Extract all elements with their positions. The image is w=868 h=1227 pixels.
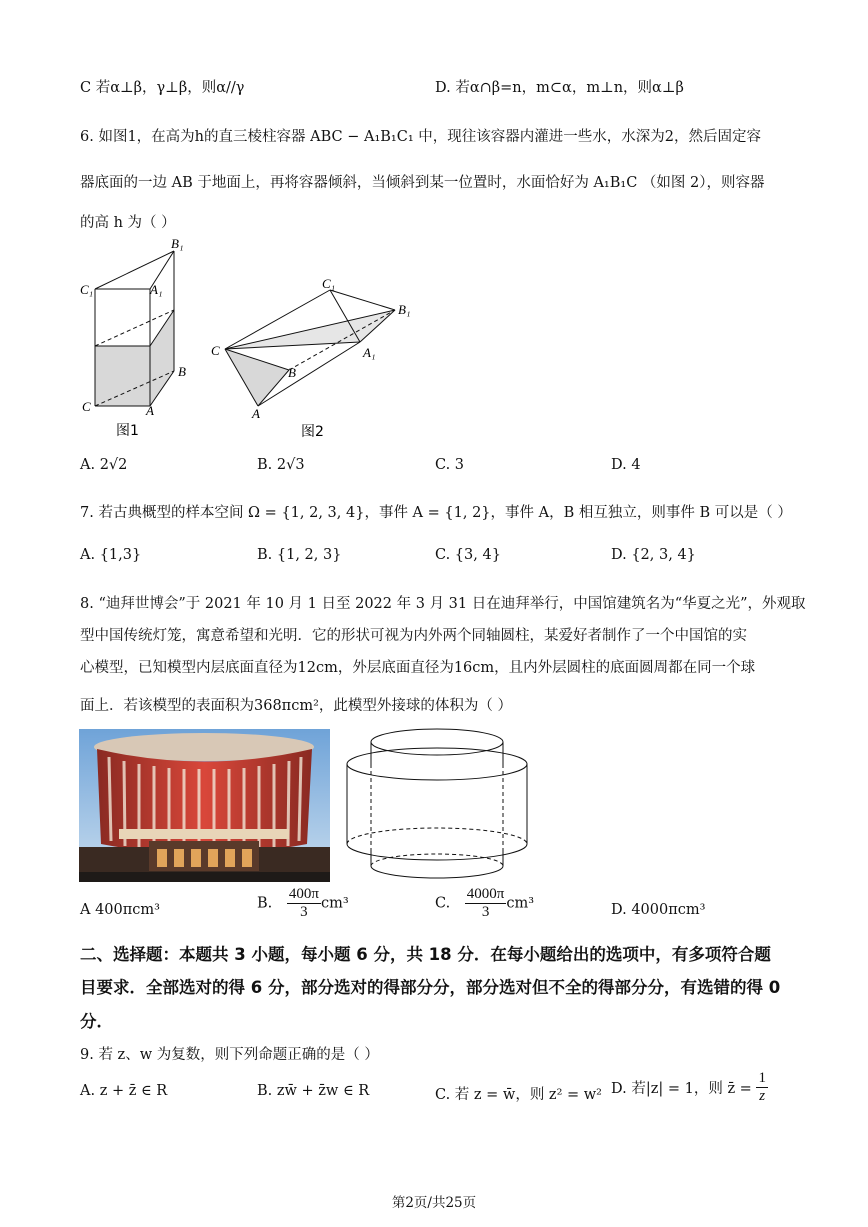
q6-option-d: D. 4 bbox=[611, 457, 641, 473]
q8-option-b-label: B. bbox=[257, 895, 273, 912]
q9-option-d-fraction bbox=[756, 1070, 768, 1105]
china-pavilion-photo bbox=[79, 729, 330, 882]
fig2-label-a1: A₁ bbox=[363, 345, 376, 360]
q9-option-a: A. z + z̄ ∈ R bbox=[80, 1083, 168, 1099]
q6-stem-line1: 6. 如图1，在高为h的直三棱柱容器 ABC − A₁B₁C₁ 中，现往该容器内灌进一些水，水深为2，然后固定容 bbox=[80, 129, 761, 145]
q8-option-d: D. 4000πcm³ bbox=[611, 902, 706, 918]
q8-stem-line4: 面上．若该模型的表面积为368πcm²，此模型外接球的体积为（ ） bbox=[80, 698, 512, 714]
page-footer: 第2页/共25页 bbox=[391, 1195, 477, 1211]
q8-option-a: A 400πcm³ bbox=[80, 902, 160, 918]
q7-option-d: D. {2, 3, 4} bbox=[611, 547, 696, 563]
q8-option-c bbox=[435, 886, 534, 921]
q9-option-d bbox=[611, 1070, 768, 1105]
fig2-label-c1: C₁ bbox=[322, 276, 336, 291]
q6-stem-line2: 器底面的一边 AB 于地面上，再将容器倾斜，当倾斜到某一位置时，水面恰好为 A₁B₁C （如图 2），则容器 bbox=[80, 175, 765, 191]
fig1-label-b: B bbox=[178, 364, 186, 379]
q8-option-b-denominator: 3 bbox=[300, 904, 308, 920]
q8-option-c-numerator: 4000π bbox=[466, 886, 505, 902]
section2-heading-line3: 分． bbox=[80, 1012, 113, 1031]
fig2-label-c: C bbox=[211, 343, 220, 358]
q6-stem-line3: 的高 h 为（ ） bbox=[80, 215, 176, 231]
fig2-label-a: A bbox=[252, 406, 260, 421]
q9-option-c: C. 若 z = w̄，则 z² = w² bbox=[435, 1087, 602, 1103]
q7-option-b: B. {1, 2, 3} bbox=[257, 547, 342, 563]
q8-stem-line3: 心模型，已知模型内层底面直径为12cm，外层底面直径为16cm，且内外层圆柱的底面圆周都在同一个球 bbox=[80, 660, 756, 676]
fig1-label-a: A bbox=[146, 403, 154, 418]
q5-option-d: D. 若α∩β=n，m⊂α，m⊥n，则α⊥β bbox=[435, 80, 684, 96]
q6-option-b: B. 2√3 bbox=[257, 457, 305, 473]
section2-heading-line2: 目要求．全部选对的得 6 分，部分选对的得部分分，部分选对但不全的得部分分，有选错的得 0 bbox=[80, 978, 781, 997]
q9-option-d-label: D. 若|z| = 1，则 z̄ = bbox=[611, 1081, 752, 1097]
q9-option-b: B. zw̄ + z̄w ∈ R bbox=[257, 1083, 370, 1099]
fig2-label-b: B bbox=[288, 365, 296, 380]
q6-option-a: A. 2√2 bbox=[80, 457, 128, 473]
fig1-label-c1: C₁ bbox=[80, 282, 94, 297]
q7-stem: 7. 若古典概型的样本空间 Ω = {1, 2, 3, 4}，事件 A = {1, 2}，事件 A，B 相互独立，则事件 B 可以是（ ） bbox=[80, 505, 792, 521]
q8-option-b-numerator: 400π bbox=[288, 886, 319, 902]
q5-option-c: C 若α⊥β，γ⊥β，则α//γ bbox=[80, 80, 245, 96]
fig2-label-b1: B₁ bbox=[398, 302, 411, 317]
q7-option-a: A. {1,3} bbox=[80, 547, 142, 563]
fig2-caption: 图2 bbox=[301, 424, 324, 440]
fig1-label-c: C bbox=[82, 399, 91, 414]
fig1-caption: 图1 bbox=[116, 423, 139, 439]
figure2-tilted-prism bbox=[200, 266, 430, 444]
q8-option-c-unit: cm³ bbox=[506, 895, 535, 912]
q8-option-c-denominator: 3 bbox=[481, 904, 490, 920]
coaxial-cylinders-figure bbox=[340, 722, 535, 888]
q6-option-c: C. 3 bbox=[435, 457, 465, 473]
fig1-label-a1: A₁ bbox=[150, 282, 163, 297]
q9-option-d-numerator: 1 bbox=[758, 1070, 766, 1086]
section2-heading-line1: 二、选择题：本题共 3 小题，每小题 6 分，共 18 分．在每小题给出的选项中，有多项符合题 bbox=[80, 945, 771, 964]
q8-option-b-fraction bbox=[287, 886, 321, 921]
fig1-label-b1: B₁ bbox=[171, 236, 184, 251]
q8-stem-line2: 型中国传统灯笼，寓意希望和光明．它的形状可视为内外两个同轴圆柱，某爱好者制作了一个中国馆的实 bbox=[80, 628, 747, 644]
q9-option-d-denominator: z bbox=[759, 1088, 766, 1104]
q8-option-c-fraction bbox=[465, 886, 507, 921]
q8-stem-line1: 8. “迪拜世博会”于 2021 年 10 月 1 日至 2022 年 3 月 31 日在迪拜举行，中国馆建筑名为“华夏之光”，外观取 bbox=[80, 596, 806, 612]
q8-option-c-label: C. bbox=[435, 895, 451, 912]
q7-option-c: C. {3, 4} bbox=[435, 547, 501, 563]
q8-option-b bbox=[257, 886, 349, 921]
q8-option-b-unit: cm³ bbox=[320, 895, 349, 912]
q9-stem: 9. 若 z、w 为复数，则下列命题正确的是（ ） bbox=[80, 1047, 379, 1063]
